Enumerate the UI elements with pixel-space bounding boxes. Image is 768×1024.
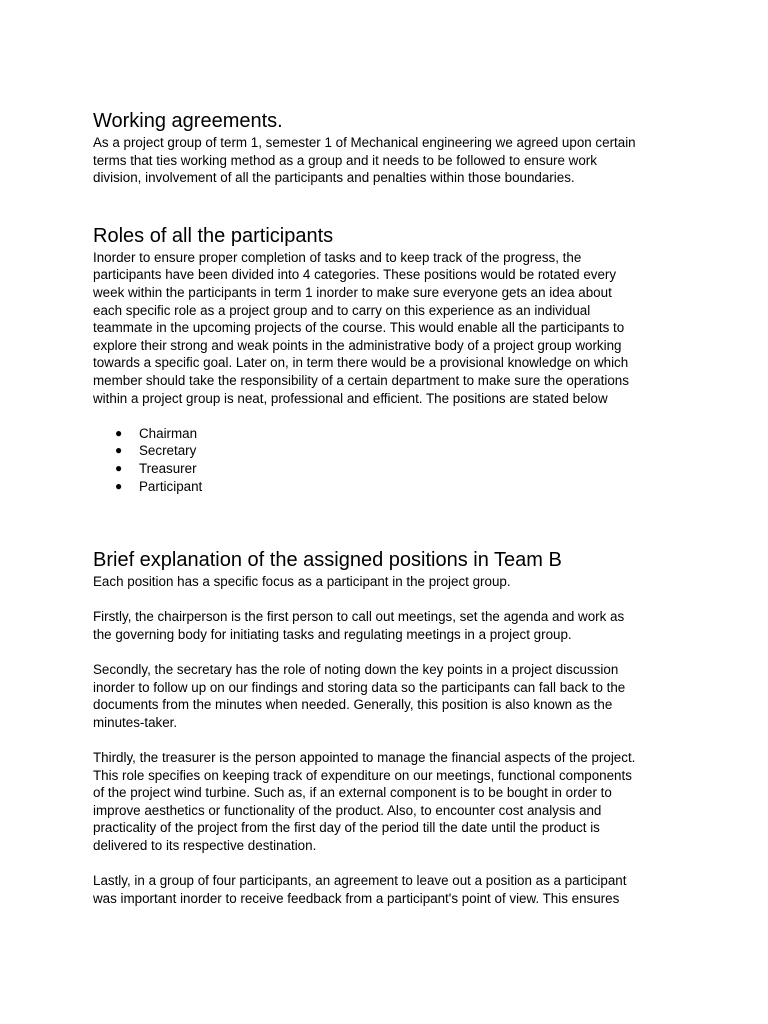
intro-paragraph: Each position has a specific focus as a participant in the project group. [93, 574, 511, 590]
secretary-paragraph: Secondly, the secretary has the role of noting down the key points in a project discussion inorder to follow up on our findings and storing data so the participants can fall back to the documents from the minutes when needed. Generally, this position is also known as the minutes-taker. [93, 662, 626, 730]
list-item [93, 442, 683, 460]
positions-list [93, 425, 683, 495]
bullet-icon: ● [115, 425, 123, 440]
positions-explanation-heading: Brief explanation of the assigned positions in Team B [93, 549, 562, 572]
document-page [93, 108, 683, 907]
list-item [93, 478, 683, 496]
treasurer-paragraph: Thirdly, the treasurer is the person appointed to manage the financial aspects of the project. This role specifies on keeping track of expenditure on our meetings, functional components of the project wind turbine. Such as, if an external component is to be bought in order to improve aesthetics or functionality of the product. Also, to encounter cost analysis and practicality of the project from the first day of the period till the date until the product is delivered to its respective destination. [93, 750, 636, 853]
working-agreements-paragraph: As a project group of term 1, semester 1 of Mechanical engineering we agreed upon certain terms that ties working method as a group and it needs to be followed to ensure work division, involvement of all the participants and penalties within those boundaries. [93, 135, 636, 186]
participant-paragraph: Lastly, in a group of four participants, an agreement to leave out a position as a participant was important inorder to receive feedback from a participant's point of view. This ensures [93, 873, 627, 906]
working-agreements-section [93, 108, 683, 187]
bullet-icon: ● [115, 443, 123, 458]
position-participant: Participant [139, 478, 203, 494]
bullet-icon: ● [115, 460, 123, 475]
roles-paragraph: Inorder to ensure proper completion of tasks and to keep track of the progress, the participants have been divided into 4 categories. These positions would be rotated every week within the participants in term 1 inorder to make sure everyone gets an idea about each specific role as a project group and to carry on this experience as an individual teammate in the upcoming projects of the course. This would enable all the participants to explore their strong and weak points in the administrative body of a project group working towards a specific goal. Later on, in term there would be a provisional knowledge on which member should take the responsibility of a certain department to make sure the operations within a project group is neat, professional and efficient. The positions are stated below [93, 249, 629, 406]
position-chairman: Chairman [139, 425, 198, 441]
roles-heading: Roles of all the participants [93, 224, 334, 247]
list-item [93, 425, 683, 443]
working-agreements-heading: Working agreements. [93, 110, 283, 132]
list-item [93, 460, 683, 478]
roles-section [93, 223, 683, 495]
chairperson-paragraph: Firstly, the chairperson is the first person to call out meetings, set the agenda and work as the governing body for initiating tasks and regulating meetings in a project group. [93, 609, 625, 642]
position-secretary: Secretary [139, 443, 197, 459]
position-treasurer: Treasurer [139, 460, 197, 476]
bullet-icon: ● [115, 478, 123, 493]
positions-explanation-section [93, 547, 683, 907]
